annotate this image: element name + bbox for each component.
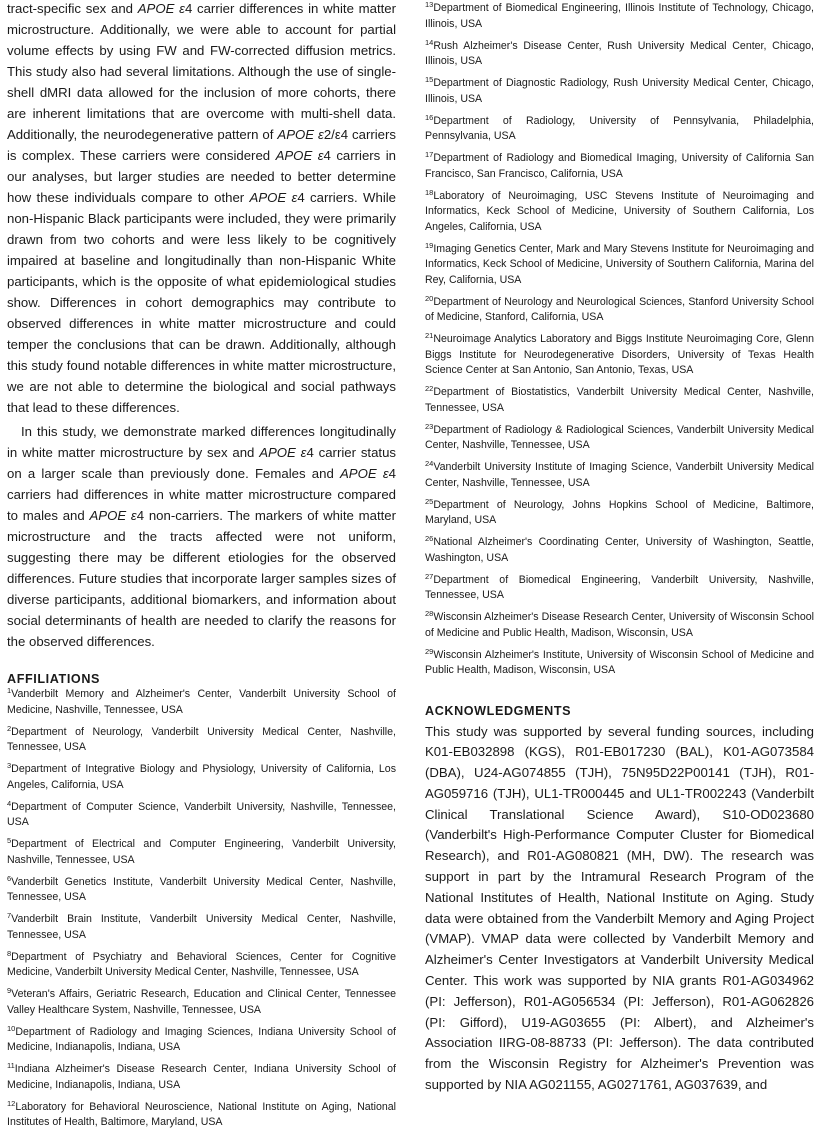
affiliation-number: 18 [425,187,434,197]
affiliation-item [425,535,814,566]
affiliation-number: 1 [7,686,12,695]
affiliation-item [425,385,814,416]
body-paragraph-limitations [7,0,396,418]
text-run: 4 carriers had differences in white matter microstructure compared to males and [7,466,396,523]
affiliation-item [7,762,396,793]
affiliation-item [7,950,396,981]
affiliation-text: Department of Psychiatry and Behavioral Sciences, Center for Cognitive Medicine, Vanderbilt University Medical Center, Nashville, Tennessee, USA [7,950,396,978]
affiliation-number: 19 [425,240,434,250]
affiliation-number: 16 [425,112,434,122]
text-run: 4 carriers. While non-Hispanic Black participants were included, they were primarily drawn from two cohorts and were less likely to be cognitively impaired at baseline and longitudinally than non-Hispanic White participants, which is the opposite of what epidemiological studies show. Differences in cohort demographics may contribute to observed differences in white matter microstructure and could temper the conclusions that can be drawn. Additionally, although this study found notable differences in white matter microstructure, we are not able to determine the biological and social pathways that lead to these differences. [7,190,397,415]
affiliation-number: 23 [425,421,434,431]
affiliations-list-left [7,687,396,1131]
affiliation-text: Veteran's Affairs, Geriatric Research, Education and Clinical Center, Tennessee Valley Healthcare System, Nashville, Tennessee, USA [7,988,396,1016]
affiliation-item [425,76,814,107]
affiliation-text: Department of Radiology and Biomedical Imaging, University of California San Francisco, San Francisco, California, USA [425,152,814,180]
affiliation-text: Department of Radiology and Imaging Sciences, Indiana University School of Medicine, Indianapolis, Indiana, USA [7,1025,396,1053]
text-run: 4 carriers in our analyses, but larger studies are needed to better determine how these individuals compare to other [7,148,397,205]
affiliation-number: 9 [7,986,12,995]
affiliation-text: Vanderbilt University Institute of Imaging Science, Vanderbilt University Medical Center, Nashville, Tennessee, USA [425,461,814,489]
affiliation-item [7,837,396,868]
affiliation-number: 8 [7,948,12,958]
gene-term: APOE ε [277,127,324,142]
affiliations-heading: AFFILIATIONS [7,672,101,686]
affiliation-text: Department of Radiology, University of Pennsylvania, Philadelphia, Pennsylvania, USA [425,114,814,142]
affiliation-number: 6 [7,873,12,883]
text-run: tract-specific sex and [7,1,138,16]
right-column [425,0,814,1096]
affiliation-text: Vanderbilt Brain Institute, Vanderbilt University Medical Center, Nashville, Tennessee, USA [7,913,396,941]
affiliation-number: 25 [425,496,434,506]
affiliation-item [425,114,814,145]
affiliation-number: 11 [7,1061,15,1070]
affiliation-item [425,460,814,491]
affiliation-item [425,295,814,326]
affiliation-item [7,875,396,906]
affiliation-number: 28 [425,609,434,618]
affiliation-item [7,687,396,718]
affiliation-text: Department of Radiology & Radiological Sciences, Vanderbilt University Medical Center, Nashville, Tennessee, USA [425,423,814,451]
text-run: 2/ε4 carriers is complex. These carriers were considered [7,127,396,163]
affiliation-text: Laboratory for Behavioral Neuroscience, National Institute on Aging, National Institutes of Health, Baltimore, Maryland, USA [7,1100,396,1128]
affiliation-number: 21 [425,331,434,340]
affiliation-text: Neuroimage Analytics Laboratory and Biggs Institute Neuroimaging Core, Glenn Biggs Institute for Neurodegenerative Disorders, University of Texas Health Science Center at San Antonio, San Antonio, Texas, USA [425,333,814,376]
affiliation-text: Indiana Alzheimer's Disease Research Center, Indiana University School of Medicine, Indianapolis, Indiana, USA [7,1063,396,1091]
gene-term: APOE ε [249,190,298,205]
affiliation-text: Wisconsin Alzheimer's Disease Research Center, University of Wisconsin School of Medicine and Public Health, Madison, Wisconsin, USA [425,611,814,639]
affiliation-number: 29 [425,646,434,656]
affiliation-number: 5 [7,836,12,845]
affiliation-number: 7 [7,911,12,920]
text-run: 4 non-carriers. The markers of white matter microstructure and the tracts affected were not uniform, suggesting there may be different etiologies for the observed differences. Future studies that incorporate larger samples sizes of diverse participants, additional biomarkers, and information about social determinants of health are needed to clarify the reasons for the observed differences. [7,508,397,649]
affiliation-number: 17 [425,150,434,159]
affiliation-number: 15 [425,75,434,84]
affiliation-item [425,498,814,529]
affiliation-number: 26 [425,534,434,543]
gene-term: APOE ε [89,508,137,523]
affiliation-item [425,242,814,289]
text-run: 4 carrier differences in white matter microstructure. Additionally, we were able to account for partial volume effects by using FW and FW-corrected diffusion metrics. This study also had several limitations. Although the use of single-shell dMRI data allowed for the inclusion of more cohorts, there are inherent limitations that are overcome with multi-shell data. Additionally, the neurodegenerative pattern of [7,1,397,142]
affiliation-text: Department of Biomedical Engineering, Illinois Institute of Technology, Chicago, Illinois, USA [425,2,814,30]
affiliation-text: Wisconsin Alzheimer's Institute, University of Wisconsin School of Medicine and Public Health, Madison, Wisconsin, USA [425,648,814,676]
affiliation-text: Department of Integrative Biology and Physiology, University of California, Los Angeles, California, USA [7,763,396,791]
affiliation-item [7,800,396,831]
affiliation-item [7,725,396,756]
affiliation-number: 14 [425,37,434,47]
affiliation-item [7,1025,396,1056]
affiliation-text: Imaging Genetics Center, Mark and Mary Stevens Institute for Neuroimaging and Informatics, Keck School of Medicine, University of Southern California, Marina del Rey, California, USA [425,242,814,286]
gene-term: APOE ε [275,148,324,163]
affiliation-text: Laboratory of Neuroimaging, USC Stevens Institute of Neuroimaging and Informatics, Keck School of Medicine, University of Southern California, Los Angeles, California, USA [425,189,814,233]
affiliation-item [7,912,396,943]
affiliation-text: Department of Neurology and Neurological Sciences, Stanford University School of Medicine, Stanford, California, USA [425,295,814,323]
affiliation-item [425,1,814,32]
affiliation-item [7,1100,396,1131]
affiliation-text: Vanderbilt Memory and Alzheimer's Center, Vanderbilt University School of Medicine, Nashville, Tennessee, USA [7,688,396,716]
affiliation-text: National Alzheimer's Coordinating Center, University of Washington, Seattle, Washington, USA [425,536,814,564]
affiliation-number: 4 [7,798,12,808]
affiliation-item [7,987,396,1018]
gene-term: APOE ε [137,1,185,16]
affiliation-item [425,648,814,679]
gene-term: APOE ε [259,445,307,460]
affiliation-item [425,610,814,641]
affiliation-number: 27 [425,571,434,581]
affiliation-number: 10 [7,1023,16,1033]
affiliation-number: 12 [7,1098,16,1108]
affiliation-number: 20 [425,293,434,303]
affiliation-number: 22 [425,384,434,393]
text-run: 4 carrier status on a larger scale than previously done. Females and [7,445,397,481]
acknowledgments-heading: ACKNOWLEDGMENTS [425,703,572,718]
affiliation-item [425,332,814,379]
affiliation-text: Department of Diagnostic Radiology, Rush University Medical Center, Chicago, Illinois, USA [425,77,814,105]
text-run: In this study, we demonstrate marked differences longitudinally in white matter microstructure by sex and [7,424,396,460]
affiliation-number: 13 [425,0,434,9]
affiliation-text: Department of Biostatistics, Vanderbilt University Medical Center, Nashville, Tennessee, USA [425,386,814,414]
body-paragraph-conclusion [7,421,396,652]
affiliation-number: 3 [7,761,12,770]
affiliation-number: 24 [425,459,434,468]
affiliation-text: Department of Computer Science, Vanderbilt University, Nashville, Tennessee, USA [7,800,396,828]
gene-term: APOE ε [340,466,389,481]
affiliation-text: Rush Alzheimer's Disease Center, Rush University Medical Center, Chicago, Illinois, USA [425,39,814,67]
affiliation-item [425,423,814,454]
affiliation-text: Vanderbilt Genetics Institute, Vanderbilt University Medical Center, Nashville, Tennessee, USA [7,875,396,903]
left-column [7,0,396,1137]
affiliation-text: Department of Biomedical Engineering, Vanderbilt University, Nashville, Tennessee, USA [425,573,814,601]
affiliation-number: 2 [7,723,12,733]
affiliation-text: Department of Neurology, Vanderbilt University Medical Center, Nashville, Tennessee, USA [7,725,396,753]
affiliation-item [425,573,814,604]
affiliation-text: Department of Neurology, Johns Hopkins School of Medicine, Baltimore, Maryland, USA [425,498,814,526]
affiliations-list-right [425,1,814,679]
affiliation-item [425,189,814,236]
affiliation-text: Department of Electrical and Computer Engineering, Vanderbilt University, Nashville, Tennessee, USA [7,838,396,866]
affiliation-item [7,1062,396,1093]
affiliation-item [425,151,814,182]
affiliation-item [425,39,814,70]
acknowledgments-text: This study was supported by several funding sources, including K01-EB032898 (KGS), R01-EB017230 (BAL), K01-AG073584 (DBA), U24-AG074855 (TJH), 75N95D22P00141 (TJH), R01-AG059716 (TJH), UL1-TR000445 and UL1-TR002243 (Vanderbilt Clinical Translational Science Award), S10-OD023680 (Vanderbilt's High-Performance Computer Cluster for Biomedical Research), and R01-AG080821 (MH, DW). The research was support in part by the Intramural Research Program of the National Institutes of Health, National Institute on Aging. Study data were obtained from the Vanderbilt Memory and Aging Project (VMAP). VMAP data were collected by Vanderbilt Memory and Alzheimer's Center Investigators at Vanderbilt University Medical Center. This work was supported by NIA grants R01-AG034962 (PI: Jefferson), R01-AG056534 (PI: Jefferson), R01-AG062826 (PI: Gifford), U19-AG03655 (PI: Albert), and Alzheimer's Association IIRG-08-88733 (PI: Jefferson). The data contributed from the Wisconsin Registry for Alzheimer's Prevention was supported by NIA AG021155, AG0271761, AG037639, and [425,723,814,1093]
